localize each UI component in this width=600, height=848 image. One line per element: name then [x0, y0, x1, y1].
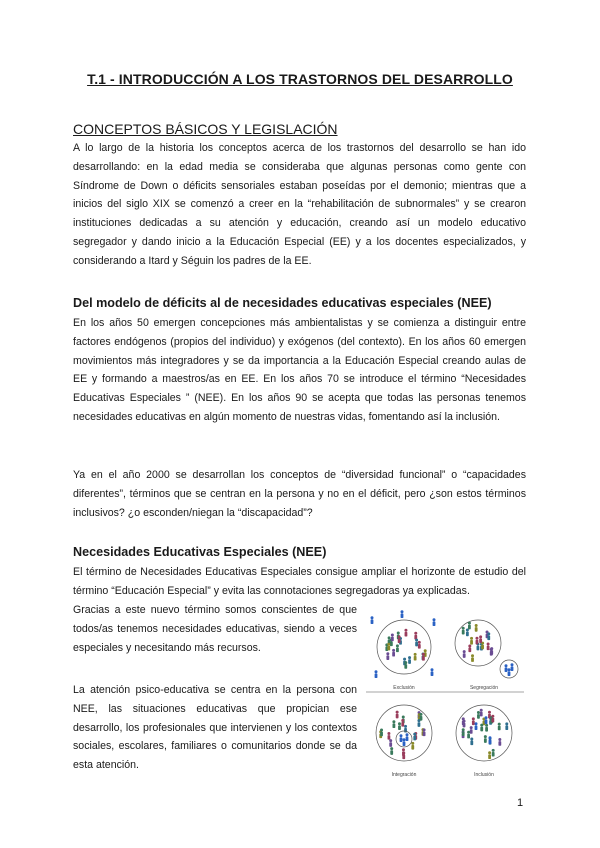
- label-segregation: Segregación: [469, 685, 499, 691]
- person-icon: [375, 670, 378, 678]
- person-icon: [472, 717, 475, 725]
- person-icon: [485, 716, 488, 724]
- person-icon: [389, 739, 392, 747]
- person-icon: [505, 664, 508, 672]
- person-icon: [470, 726, 473, 734]
- person-icon: [400, 734, 403, 742]
- person-icon: [487, 632, 490, 640]
- person-icon: [403, 738, 406, 746]
- person-icon: [401, 719, 404, 727]
- person-icon: [411, 742, 414, 750]
- person-icon: [414, 653, 417, 661]
- person-icon: [475, 637, 478, 645]
- person-icon: [492, 749, 495, 757]
- person-icon: [408, 656, 411, 664]
- person-icon: [396, 644, 399, 652]
- person-icon: [484, 735, 487, 743]
- person-icon: [480, 724, 483, 732]
- section-heading: CONCEPTOS BÁSICOS Y LEGISLACIÓN: [73, 121, 338, 137]
- person-icon: [392, 720, 395, 728]
- person-icon: [406, 733, 409, 741]
- person-icon: [423, 728, 426, 736]
- person-icon: [471, 654, 474, 662]
- person-icon: [387, 643, 390, 651]
- inclusion-diagram: [456, 705, 512, 761]
- person-icon: [419, 713, 422, 721]
- person-icon: [422, 653, 425, 661]
- label-inclusion: Inclusión: [474, 772, 494, 778]
- person-icon: [470, 637, 473, 645]
- label-integration: Integración: [391, 772, 417, 778]
- person-icon: [511, 663, 514, 671]
- person-icon: [488, 751, 491, 759]
- person-icon: [491, 715, 494, 723]
- page-number: 1: [517, 797, 524, 809]
- person-icon: [462, 728, 465, 736]
- subheading-deficit-model: Del modelo de déficits al de necesidades educativas especiales (NEE): [73, 296, 492, 310]
- inclusion-models-figure: [364, 609, 526, 779]
- person-icon: [401, 610, 404, 618]
- person-icon: [470, 737, 473, 745]
- person-icon: [490, 647, 493, 655]
- person-icon: [475, 722, 478, 730]
- paragraph-attention: La atención psico-educativa se centra en la persona con NEE, las situaciones educativas que propician ese desarrollo, los profesionales que intervienen y los contextos sociales, escolares, familiares o comunitarios donde se da esta atención.: [73, 684, 357, 772]
- person-icon: [489, 736, 492, 744]
- group-circle: [377, 620, 431, 674]
- person-icon: [392, 649, 395, 657]
- paragraph-diversity: Ya en el año 2000 se desarrollan los conceptos de “diversidad funcional” o “capacidades diferentes”, términos que se centran en la persona y no en el déficit, pero ¿son estos términos inclusivos? ¿o esconden/niegan la “discapacidad”?: [73, 469, 526, 519]
- paragraph-awareness: Gracias a este nuevo término somos conscientes de que todos/as tenemos necesidades educativas, siendo a veces especiales y necesitando más recursos.: [73, 604, 357, 654]
- paragraph-history: En los años 50 emergen concepciones más ambientalistas y se comienza a distinguir entre factores endógenos (propios del individuo) y exógenos (del contexto). En los años 60 emergen movimientos más integradores y se da importancia a la Educación Especial creando aulas de EE y formando a maestros/as en EE. En los años 70 se introduce el término “Necesidades Educativas Especiales ” (NEE). En los años 90 se acepta que todas las personas tenemos necesidades educativas en algún momento de nuestras vidas, fomentando así la inclusión.: [73, 317, 526, 423]
- person-icon: [477, 711, 480, 719]
- person-icon: [391, 634, 394, 642]
- person-icon: [463, 650, 466, 658]
- person-icon: [468, 644, 471, 652]
- paragraph-nee-definition: El término de Necesidades Educativas Especiales consigue ampliar el horizonte de estudio del término “Educación Especial” y evita las connotaciones segregadoras ya explicadas.: [73, 566, 526, 597]
- person-icon: [485, 724, 488, 732]
- person-icon: [498, 723, 501, 731]
- person-icon: [467, 731, 470, 739]
- person-icon: [387, 732, 390, 740]
- person-icon: [415, 639, 418, 647]
- integration-diagram: [376, 705, 432, 761]
- person-icon: [462, 627, 465, 635]
- exclusion-diagram: [371, 610, 436, 678]
- person-icon: [424, 649, 427, 657]
- person-icon: [390, 747, 393, 755]
- person-icon: [475, 624, 478, 632]
- person-icon: [468, 622, 471, 630]
- subheading-nee: Necesidades Educativas Especiales (NEE): [73, 545, 327, 559]
- person-icon: [487, 642, 490, 650]
- person-icon: [498, 738, 501, 746]
- person-icon: [479, 635, 482, 643]
- person-icon: [418, 641, 421, 649]
- person-icon: [414, 632, 417, 640]
- person-icon: [404, 629, 407, 637]
- person-icon: [433, 618, 436, 626]
- person-icon: [431, 668, 434, 676]
- person-icon: [398, 722, 401, 730]
- person-icon: [402, 751, 405, 759]
- person-icon: [480, 709, 483, 717]
- intro-paragraph: A lo largo de la historia los conceptos acerca de los trastornos del desarrollo se han ido desarrollando: en la edad media se consideraba que algunas personas como gente con Síndrome de Down o déficits sensoriales estaban poseídas por el demonio; mientras que a inicios del siglo XIX se comenzó a creer en la “rehabilitación de subnormales” y se crearon instituciones dedicadas a su atención y educación, creando así un modelo educativo segregador y dando inicio a la Educación Especial (EE) y a los docentes especializados, y considerando a Itard y Séguin los padres de la EE.: [73, 142, 526, 267]
- person-icon: [413, 733, 416, 741]
- person-icon: [380, 729, 383, 737]
- segregation-diagram: [455, 620, 518, 678]
- person-icon: [398, 635, 401, 643]
- person-icon: [386, 652, 389, 660]
- person-icon: [466, 629, 469, 637]
- label-exclusion: Exclusión: [393, 685, 415, 691]
- document-title: T.1 - INTRODUCCIÓN A LOS TRASTORNOS DEL DESARROLLO: [87, 71, 513, 87]
- person-icon: [505, 722, 508, 730]
- person-icon: [371, 616, 374, 624]
- person-icon: [463, 720, 466, 728]
- person-icon: [508, 668, 511, 676]
- person-icon: [404, 661, 407, 669]
- person-icon: [396, 711, 399, 719]
